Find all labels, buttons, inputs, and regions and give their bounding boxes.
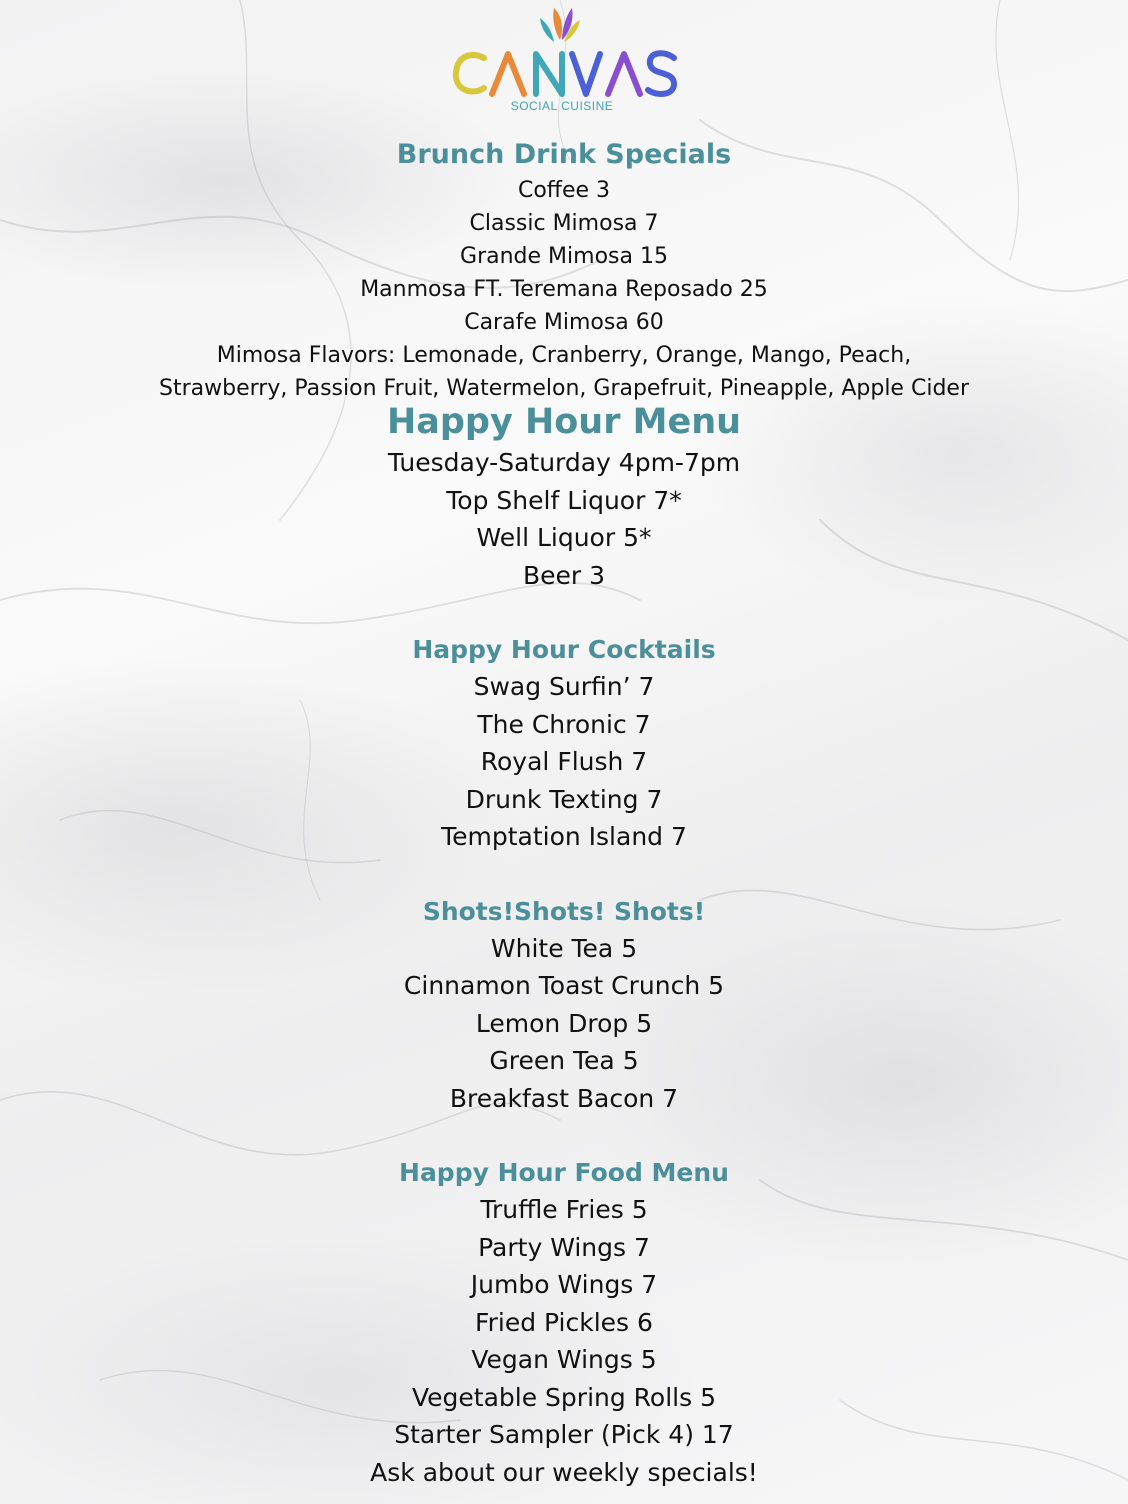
menu-item: Strawberry, Passion Fruit, Watermelon, Grapefruit, Pineapple, Apple Cider — [159, 376, 969, 401]
menu-item: Carafe Mimosa 60 — [464, 310, 664, 335]
logo-tagline: SOCIAL CUISINE — [510, 99, 614, 113]
menu-item: Vegan Wings 5 — [471, 1345, 657, 1374]
section-title-shots: Shots!Shots! Shots! — [422, 896, 706, 926]
menu-item: Well Liquor 5* — [476, 523, 652, 552]
menu-item: Green Tea 5 — [489, 1046, 639, 1075]
leaf-icon — [540, 8, 580, 42]
menu-item: White Tea 5 — [490, 933, 638, 963]
section-title-cocktails: Happy Hour Cocktails — [412, 635, 716, 664]
canvas-logo — [444, 4, 684, 116]
menu-item: Breakfast Bacon 7 — [449, 1083, 679, 1113]
menu-item: Classic Mimosa 7 — [469, 211, 659, 236]
section-title-food: Happy Hour Food Menu — [399, 1158, 729, 1187]
menu-item: Swag Surfin’ 7 — [473, 672, 655, 701]
menu-item: Party Wings 7 — [478, 1232, 650, 1262]
menu-item: Coffee 3 — [517, 178, 611, 203]
happy-hour-section — [0, 400, 1128, 1491]
menu-item: Temptation Island 7 — [441, 822, 687, 851]
menu-item: Jumbo Wings 7 — [470, 1270, 658, 1299]
menu-item: Top Shelf Liquor 7* — [446, 485, 682, 515]
menu-item: Vegetable Spring Rolls 5 — [412, 1382, 716, 1412]
menu-item: Royal Flush 7 — [480, 747, 648, 776]
menu-item: Manmosa FT. Teremana Reposado 25 — [360, 277, 768, 302]
menu-item: Tuesday-Saturday 4pm-7pm — [387, 448, 741, 477]
specials-note: Ask about our weekly specials! — [370, 1457, 758, 1487]
menu-item: Drunk Texting 7 — [465, 784, 663, 814]
section-title-happy-hour: Happy Hour Menu — [386, 402, 742, 442]
menu-item: Cinnamon Toast Crunch 5 — [403, 971, 725, 1000]
brunch-section — [0, 136, 1128, 405]
menu-item: Fried Pickles 6 — [475, 1307, 653, 1337]
menu-item: Mimosa Flavors: Lemonade, Cranberry, Orange, Mango, Peach, — [216, 343, 912, 368]
menu-item: Starter Sampler (Pick 4) 17 — [394, 1420, 734, 1449]
menu-item: The Chronic 7 — [477, 709, 651, 739]
menu-item: Beer 3 — [522, 560, 606, 590]
section-title-brunch: Brunch Drink Specials — [396, 139, 732, 170]
menu-item: Lemon Drop 5 — [475, 1008, 653, 1038]
menu-item: Grande Mimosa 15 — [460, 244, 668, 269]
menu-item: Truffle Fries 5 — [480, 1195, 648, 1224]
